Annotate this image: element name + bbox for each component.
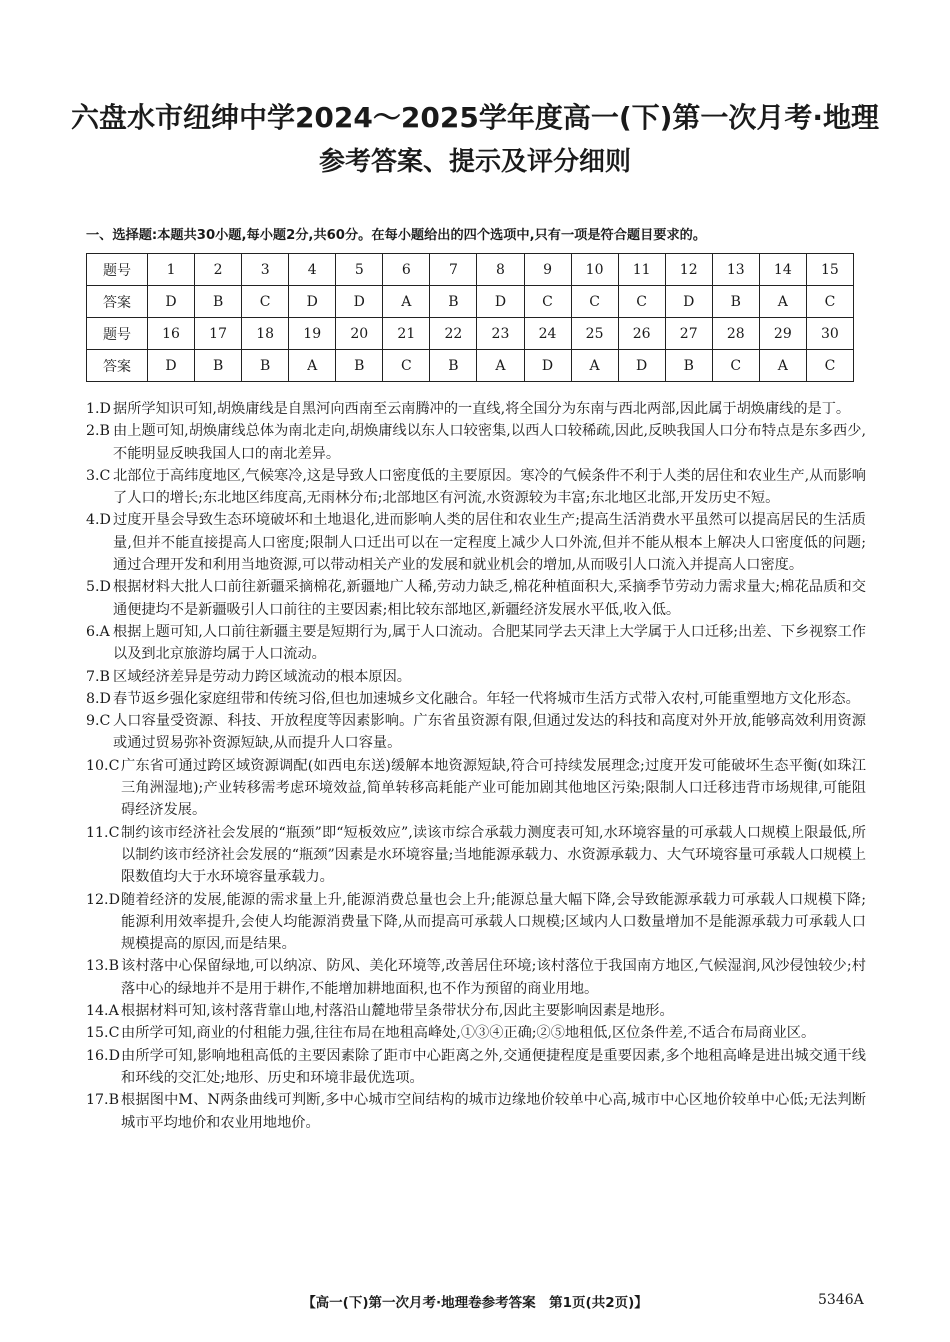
explanation-item <box>86 576 866 621</box>
table-cell: C <box>383 350 430 382</box>
page-title: 六盘水市纽绅中学2024～2025学年度高一(下)第一次月考·地理 <box>70 101 880 134</box>
table-row <box>87 318 854 350</box>
table-cell: 2 <box>195 254 242 286</box>
table-cell: 12 <box>665 254 712 286</box>
table-cell: 20 <box>336 318 383 350</box>
explanation-number: 11.C <box>86 824 120 841</box>
explanation-number: 3.C <box>86 467 111 484</box>
explanation-number: 4.D <box>86 512 111 529</box>
table-cell: 21 <box>383 318 430 350</box>
explanation-text: 由所学可知,商业的付租能力强,往往布局在地租高峰处,①③④正确;②⑤地租低,区位条件差,不适合布局商业区。 <box>121 1025 816 1042</box>
table-cell: C <box>618 286 665 318</box>
table-cell: 6 <box>383 254 430 286</box>
explanation-number: 2.B <box>86 423 110 440</box>
page-subtitle: 参考答案、提示及评分细则 <box>318 147 631 177</box>
table-cell: C <box>524 286 571 318</box>
answer-table <box>86 253 854 382</box>
footer: 【高一(下)第一次月考·地理卷参考答案 第1页(共2页)】 <box>302 1295 648 1311</box>
explanation-text: 根据材料可知,该村落背靠山地,村落沿山麓地带呈条带状分布,因此主要影响因素是地形。 <box>121 1003 674 1020</box>
table-row <box>87 286 854 318</box>
explanation-item <box>86 822 866 889</box>
table-cell: B <box>195 350 242 382</box>
explanation-item <box>86 621 866 666</box>
section-heading: 一、选择题:本题共30小题,每小题2分,共60分。在每小题给出的四个选项中,只有一项是符合题目要求的。 <box>86 228 707 243</box>
table-row-header: 题号 <box>87 254 148 286</box>
explanation-item <box>86 509 866 576</box>
table-cell: D <box>336 286 383 318</box>
explanation-item <box>86 1089 866 1134</box>
explanation-text: 该村落中心保留绿地,可以纳凉、防风、美化环境等,改善居住环境;该村落位于我国南方地区,气候湿润,风沙侵蚀较少;村落中心的绿地并不是用于耕作,不能增加耕地面积,也不作为预留的商业用地。 <box>121 958 866 997</box>
table-cell: 11 <box>618 254 665 286</box>
table-row-header: 题号 <box>87 318 148 350</box>
table-cell: B <box>430 286 477 318</box>
table-cell: A <box>383 286 430 318</box>
table-cell: D <box>618 350 665 382</box>
explanation-text: 由上题可知,胡焕庸线总体为南北走向,胡焕庸线以东人口较密集,以西人口较稀疏,因此,反映我国人口分布特点是东多西少,不能明显反映我国人口的南北差异。 <box>113 423 866 462</box>
doc-code: 5346A <box>818 1292 864 1308</box>
explanation-number: 7.B <box>86 668 110 685</box>
table-cell: 10 <box>571 254 618 286</box>
table-cell: C <box>242 286 289 318</box>
table-cell: 14 <box>759 254 806 286</box>
table-cell: D <box>665 286 712 318</box>
explanation-item <box>86 1022 866 1044</box>
table-cell: 27 <box>665 318 712 350</box>
explanation-item <box>86 420 866 465</box>
explanation-text: 由所学可知,影响地租高低的主要因素除了距市中心距离之外,交通便捷程度是重要因素,多个地租高峰是进出城交通干线和环线的交汇处;地形、历史和环境非最优选项。 <box>121 1047 866 1086</box>
table-cell: A <box>477 350 524 382</box>
table-cell: 4 <box>289 254 336 286</box>
explanation-item <box>86 1000 866 1022</box>
table-cell: 23 <box>477 318 524 350</box>
table-cell: 18 <box>242 318 289 350</box>
explanation-number: 17.B <box>86 1092 119 1109</box>
explanation-item <box>86 666 866 688</box>
explanation-item <box>86 1045 866 1090</box>
table-cell: C <box>806 350 853 382</box>
table-cell: 5 <box>336 254 383 286</box>
table-cell: B <box>430 350 477 382</box>
table-cell: C <box>571 286 618 318</box>
explanation-text: 据所学知识可知,胡焕庸线是自黑河向西南至云南腾冲的一直线,将全国分为东南与西北两部,因此属于胡焕庸线的是丁。 <box>113 401 851 417</box>
explanation-text: 广东省可通过跨区域资源调配(如西电东送)缓解本地资源短缺,符合可持续发展理念;过度开发可能破坏生态平衡(如珠江三角洲湿地);产业转移需考虑环境效益,简单转移高耗能产业可能加剧其他地区污染;限制人口迁移违背市场规律,可能阻碍经济发展。 <box>121 757 866 819</box>
table-cell: A <box>759 350 806 382</box>
explanation-text: 根据图中M、N两条曲线可判断,多中心城市空间结构的城市边缘地价较单中心高,城市中心区地价较单中心低;无法判断城市平均地价和农业用地地价。 <box>121 1092 866 1131</box>
table-cell: 22 <box>430 318 477 350</box>
table-cell: 8 <box>477 254 524 286</box>
table-cell: 30 <box>806 318 853 350</box>
table-cell: 29 <box>759 318 806 350</box>
explanation-item <box>86 398 866 420</box>
explanation-item <box>86 889 866 956</box>
explanation-item <box>86 755 866 822</box>
explanation-number: 5.D <box>86 579 111 596</box>
explanation-text: 区域经济差异是劳动力跨区域流动的根本原因。 <box>113 668 411 685</box>
explanation-text: 春节返乡强化家庭纽带和传统习俗,但也加速城乡文化融合。年轻一代将城市生活方式带入农村,可能重塑地方文化形态。 <box>113 690 860 707</box>
table-cell: 28 <box>712 318 759 350</box>
table-cell: 26 <box>618 318 665 350</box>
table-cell: A <box>571 350 618 382</box>
explanation-text: 根据材料大批人口前往新疆采摘棉花,新疆地广人稀,劳动力缺乏,棉花种植面积大,采摘季节劳动力需求量大;棉花品质和交通便捷均不是新疆吸引人口前往的主要因素;相比较东部地区,新疆经济发展水平低,收入低。 <box>113 579 866 618</box>
table-cell: D <box>289 286 336 318</box>
table-cell: B <box>336 350 383 382</box>
table-cell: 24 <box>524 318 571 350</box>
table-cell: B <box>242 350 289 382</box>
table-cell: B <box>195 286 242 318</box>
table-cell: A <box>759 286 806 318</box>
explanation-text: 根据上题可知,人口前往新疆主要是短期行为,属于人口流动。合肥某同学去天津上大学属于人口迁移;出差、下乡视察工作以及到北京旅游均属于人口流动。 <box>113 623 866 663</box>
explanation-number: 16.D <box>86 1047 120 1064</box>
explanation-text: 北部位于高纬度地区,气候寒冷,这是导致人口密度低的主要原因。寒冷的气候条件不利于人类的居住和农业生产,从而影响了人口的增长;东北地区纬度高,无雨林分布;北部地区有河流,水资源较为丰富;东北地区北部,开发历史不短。 <box>113 467 866 507</box>
explanations <box>86 398 866 1134</box>
explanation-number: 9.C <box>86 713 111 730</box>
table-row-header: 答案 <box>87 286 148 318</box>
explanation-text: 随着经济的发展,能源的需求量上升,能源消费总量也会上升;能源总量大幅下降,会导致能源承载力可承载人口规模下降;能源利用效率提升,会使人均能源消费量下降,从而提高可承载人口规模;区域内人口数量增加不是能源承载力可承载人口规模提高的原因,而是结果。 <box>121 891 866 953</box>
table-cell: D <box>524 350 571 382</box>
table-cell: 15 <box>806 254 853 286</box>
explanation-item <box>86 688 866 710</box>
table-cell: D <box>477 286 524 318</box>
table-cell: 3 <box>242 254 289 286</box>
explanation-number: 12.D <box>86 891 120 908</box>
table-cell: C <box>712 350 759 382</box>
table-cell: 1 <box>148 254 195 286</box>
table-cell: B <box>712 286 759 318</box>
explanation-number: 6.A <box>86 623 110 640</box>
explanation-number: 10.C <box>86 757 120 774</box>
explanation-item <box>86 710 866 755</box>
table-cell: A <box>289 350 336 382</box>
table-cell: 25 <box>571 318 618 350</box>
table-cell: C <box>806 286 853 318</box>
table-cell: 9 <box>524 254 571 286</box>
table-cell: 19 <box>289 318 336 350</box>
explanation-number: 13.B <box>86 958 119 975</box>
explanation-number: 8.D <box>86 690 111 707</box>
table-row <box>87 254 854 286</box>
explanation-item <box>86 955 866 1000</box>
table-cell: D <box>148 286 195 318</box>
explanation-text: 制约该市经济社会发展的“瓶颈”即“短板效应”,读该市综合承载力测度表可知,水环境容量的可承载人口规模上限最低,所以制约该市经济社会发展的“瓶颈”因素是水环境容量;当地能源承载力、水资源承载力、大气环境容量可承载人口规模上限数值均大于水环境容量承载力。 <box>121 824 866 886</box>
table-cell: 7 <box>430 254 477 286</box>
explanation-text: 人口容量受资源、科技、开放程度等因素影响。广东省虽资源有限,但通过发达的科技和高度对外开放,能够高效利用资源或通过贸易弥补资源短缺,从而提升人口容量。 <box>113 713 866 752</box>
table-cell: 16 <box>148 318 195 350</box>
explanation-number: 1.D <box>86 401 111 417</box>
table-cell: 13 <box>712 254 759 286</box>
table-row-header: 答案 <box>87 350 148 382</box>
explanation-number: 14.A <box>86 1003 119 1020</box>
explanation-text: 过度开垦会导致生态环境破坏和土地退化,进而影响人类的居住和农业生产;提高生活消费水平虽然可以提高居民的生活质量,但并不能直接提高人口密度;限制人口迁出可以在一定程度上减少人口外流,但并不能从根本上解决人口密度低的问题;通过合理开发和利用当地资源,可以带动相关产业的发展和就业机会的增加,从而吸引人口流入并提高人口密度。 <box>113 512 866 574</box>
table-cell: B <box>665 350 712 382</box>
explanation-number: 15.C <box>86 1025 120 1042</box>
explanation-item <box>86 465 866 510</box>
table-cell: 17 <box>195 318 242 350</box>
table-cell: D <box>148 350 195 382</box>
table-row <box>87 350 854 382</box>
